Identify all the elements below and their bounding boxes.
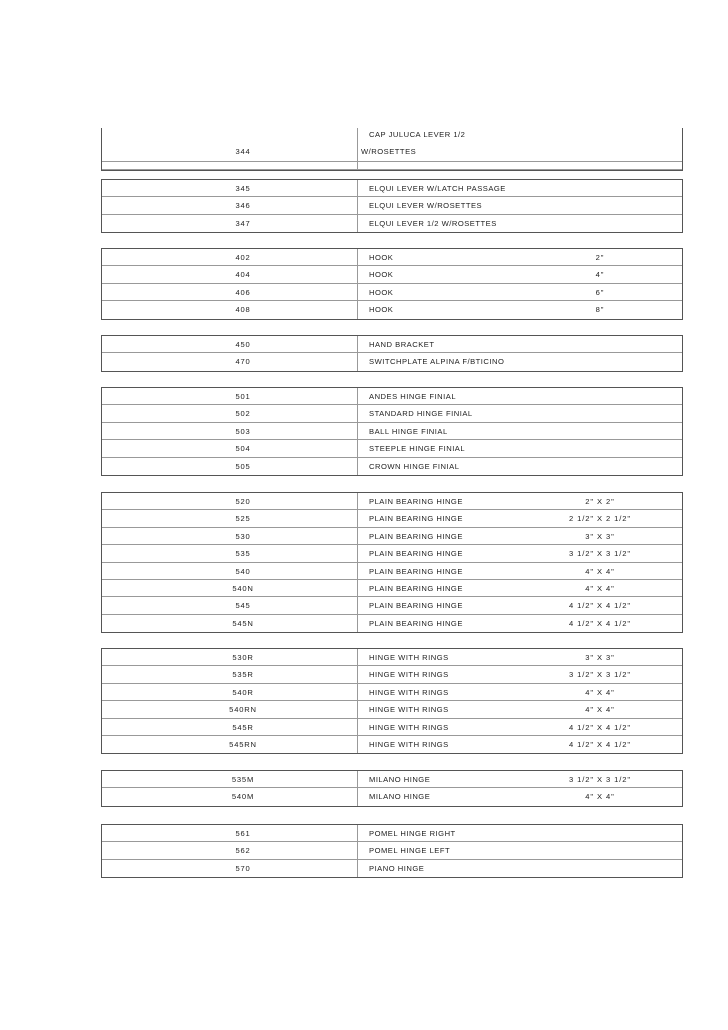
item-description: ELQUI LEVER W/LATCH PASSAGE bbox=[369, 184, 506, 193]
item-description: ELQUI LEVER W/ROSETTES bbox=[369, 201, 483, 211]
item-code: 406 bbox=[235, 287, 251, 297]
table-row bbox=[102, 336, 682, 353]
item-code: 535M bbox=[231, 775, 255, 784]
item-code: 545N bbox=[232, 618, 254, 628]
column-divider bbox=[357, 684, 358, 700]
item-size: 2" bbox=[595, 253, 605, 262]
table-row bbox=[102, 249, 682, 266]
item-description: HOOK bbox=[369, 305, 394, 315]
item-size: 4 1/2" X 4 1/2" bbox=[569, 739, 631, 749]
column-divider bbox=[357, 405, 358, 421]
column-divider bbox=[357, 666, 358, 682]
table-row bbox=[102, 701, 682, 718]
item-description: W/ROSETTES bbox=[361, 147, 417, 156]
table-row bbox=[102, 615, 682, 632]
item-size: 4" X 4" bbox=[585, 792, 615, 802]
column-divider bbox=[357, 719, 358, 735]
item-code: 562 bbox=[235, 846, 251, 856]
item-description: HOOK bbox=[369, 270, 394, 280]
catalog-group bbox=[101, 492, 683, 633]
table-row bbox=[102, 510, 682, 527]
table-row bbox=[102, 215, 682, 232]
item-size: 4" bbox=[595, 270, 605, 280]
row-spacer bbox=[102, 162, 682, 170]
column-divider bbox=[357, 649, 358, 665]
column-divider bbox=[357, 528, 358, 544]
item-size: 4 1/2" X 4 1/2" bbox=[569, 618, 631, 628]
item-size: 4" X 4" bbox=[585, 687, 615, 697]
item-description: SWITCHPLATE ALPINA F/BTICINO bbox=[369, 357, 505, 367]
item-code: 540 bbox=[235, 566, 251, 576]
item-code: 561 bbox=[235, 829, 251, 838]
item-size: 4" X 4" bbox=[585, 566, 615, 576]
item-description: PIANO HINGE bbox=[369, 863, 425, 873]
item-description: HINGE WITH RINGS bbox=[369, 670, 449, 680]
table-row bbox=[102, 458, 682, 475]
item-code: 346 bbox=[235, 201, 251, 211]
table-row bbox=[102, 180, 682, 197]
table-row bbox=[102, 666, 682, 683]
column-divider bbox=[357, 440, 358, 456]
item-code: 404 bbox=[235, 270, 251, 280]
item-code: 545 bbox=[235, 601, 251, 611]
item-description: CAP JULUCA LEVER 1/2 bbox=[369, 130, 466, 139]
column-divider bbox=[357, 336, 358, 352]
column-divider bbox=[357, 353, 358, 370]
item-description: PLAIN BEARING HINGE bbox=[369, 618, 463, 628]
column-divider bbox=[357, 162, 358, 169]
column-divider bbox=[357, 493, 358, 509]
item-code: 344 bbox=[235, 147, 251, 156]
table-row bbox=[102, 860, 682, 877]
table-row bbox=[102, 842, 682, 859]
item-description: PLAIN BEARING HINGE bbox=[369, 514, 463, 524]
table-row bbox=[102, 684, 682, 701]
catalog-group bbox=[101, 824, 683, 878]
item-description: HOOK bbox=[369, 287, 394, 297]
column-divider bbox=[357, 249, 358, 265]
item-description: HINGE WITH RINGS bbox=[369, 739, 449, 749]
item-description: MILANO HINGE bbox=[369, 792, 431, 802]
item-code: 540R bbox=[232, 687, 254, 697]
item-description: PLAIN BEARING HINGE bbox=[369, 566, 463, 576]
item-code: 530 bbox=[235, 531, 251, 541]
table-row bbox=[102, 563, 682, 580]
item-code: 504 bbox=[235, 444, 251, 454]
table-row bbox=[102, 597, 682, 614]
item-code: 535R bbox=[232, 670, 254, 680]
item-code: 470 bbox=[235, 357, 251, 367]
column-divider bbox=[357, 301, 358, 318]
table-row bbox=[102, 736, 682, 753]
item-code: 402 bbox=[235, 253, 251, 262]
column-divider bbox=[357, 736, 358, 753]
item-description: HINGE WITH RINGS bbox=[369, 705, 449, 715]
column-divider bbox=[357, 180, 358, 196]
table-row bbox=[102, 825, 682, 842]
column-divider bbox=[357, 510, 358, 526]
table-row bbox=[102, 440, 682, 457]
item-size: 4" X 4" bbox=[585, 705, 615, 715]
table-row bbox=[102, 719, 682, 736]
column-divider bbox=[357, 284, 358, 300]
item-description: MILANO HINGE bbox=[369, 775, 431, 784]
column-divider bbox=[357, 423, 358, 439]
item-description: STANDARD HINGE FINIAL bbox=[369, 409, 473, 419]
table-row bbox=[102, 423, 682, 440]
table-row bbox=[102, 284, 682, 301]
table-row bbox=[102, 353, 682, 370]
column-divider bbox=[357, 825, 358, 841]
column-divider bbox=[357, 771, 358, 787]
item-code: 530R bbox=[232, 653, 254, 662]
column-divider bbox=[357, 458, 358, 475]
item-code: 408 bbox=[235, 305, 251, 315]
item-code: 520 bbox=[235, 497, 251, 506]
item-description: CROWN HINGE FINIAL bbox=[369, 461, 460, 471]
item-description: PLAIN BEARING HINGE bbox=[369, 497, 463, 506]
column-divider bbox=[357, 197, 358, 213]
item-size: 4" X 4" bbox=[585, 583, 615, 593]
item-code: 450 bbox=[235, 340, 251, 349]
item-description: ELQUI LEVER 1/2 W/ROSETTES bbox=[369, 218, 497, 228]
item-description: ANDES HINGE FINIAL bbox=[369, 392, 457, 401]
column-divider bbox=[357, 842, 358, 858]
table-row bbox=[102, 301, 682, 318]
item-code: 347 bbox=[235, 218, 251, 228]
item-description: HINGE WITH RINGS bbox=[369, 687, 449, 697]
item-description: HINGE WITH RINGS bbox=[369, 653, 449, 662]
item-description: PLAIN BEARING HINGE bbox=[369, 531, 463, 541]
catalog-group bbox=[101, 179, 683, 233]
catalog-group bbox=[101, 648, 683, 754]
table-row bbox=[102, 405, 682, 422]
column-divider bbox=[357, 128, 358, 161]
item-description: PLAIN BEARING HINGE bbox=[369, 549, 463, 559]
item-size: 3" X 3" bbox=[585, 653, 615, 662]
catalog-group bbox=[101, 248, 683, 320]
table-row bbox=[102, 493, 682, 510]
catalog-group bbox=[101, 387, 683, 476]
item-description: BALL HINGE FINIAL bbox=[369, 426, 448, 436]
item-size: 8" bbox=[595, 305, 605, 315]
column-divider bbox=[357, 597, 358, 613]
table-row bbox=[102, 528, 682, 545]
item-description: POMEL HINGE LEFT bbox=[369, 846, 451, 856]
item-description: HOOK bbox=[369, 253, 394, 262]
item-description: PLAIN BEARING HINGE bbox=[369, 601, 463, 611]
item-code: 540N bbox=[232, 583, 254, 593]
item-code: 540M bbox=[231, 792, 255, 802]
item-code: 503 bbox=[235, 426, 251, 436]
item-description: POMEL HINGE RIGHT bbox=[369, 829, 456, 838]
item-size: 4 1/2" X 4 1/2" bbox=[569, 722, 631, 732]
column-divider bbox=[357, 266, 358, 282]
item-size: 3 1/2" X 3 1/2" bbox=[569, 549, 631, 559]
item-size: 3" X 3" bbox=[585, 531, 615, 541]
item-code: 501 bbox=[235, 392, 251, 401]
item-size: 2" X 2" bbox=[585, 497, 615, 506]
item-size: 4 1/2" X 4 1/2" bbox=[569, 601, 631, 611]
column-divider bbox=[357, 788, 358, 805]
catalog-group bbox=[101, 128, 683, 171]
item-code: 345 bbox=[235, 184, 251, 193]
catalog-group bbox=[101, 335, 683, 372]
column-divider bbox=[357, 615, 358, 632]
item-size: 3 1/2" X 3 1/2" bbox=[569, 670, 631, 680]
item-code: 525 bbox=[235, 514, 251, 524]
item-code: 545RN bbox=[229, 739, 257, 749]
table-row bbox=[102, 771, 682, 788]
column-divider bbox=[357, 701, 358, 717]
item-code: 540RN bbox=[229, 705, 257, 715]
column-divider bbox=[357, 215, 358, 232]
column-divider bbox=[357, 580, 358, 596]
column-divider bbox=[357, 563, 358, 579]
item-code: 535 bbox=[235, 549, 251, 559]
item-code: 545R bbox=[232, 722, 254, 732]
item-description: PLAIN BEARING HINGE bbox=[369, 583, 463, 593]
item-code: 570 bbox=[235, 863, 251, 873]
table-row bbox=[102, 649, 682, 666]
item-description: HINGE WITH RINGS bbox=[369, 722, 449, 732]
table-row bbox=[102, 388, 682, 405]
table-row bbox=[102, 197, 682, 214]
table-row bbox=[102, 788, 682, 805]
table-row bbox=[102, 266, 682, 283]
table-row bbox=[102, 128, 682, 162]
catalog-group bbox=[101, 770, 683, 807]
item-code: 502 bbox=[235, 409, 251, 419]
column-divider bbox=[357, 388, 358, 404]
column-divider bbox=[357, 860, 358, 877]
table-row bbox=[102, 580, 682, 597]
item-description: STEEPLE HINGE FINIAL bbox=[369, 444, 466, 454]
item-size: 3 1/2" X 3 1/2" bbox=[569, 775, 631, 784]
item-size: 2 1/2" X 2 1/2" bbox=[569, 514, 631, 524]
table-row bbox=[102, 545, 682, 562]
item-size: 6" bbox=[595, 287, 605, 297]
item-description: HAND BRACKET bbox=[369, 340, 435, 349]
column-divider bbox=[357, 545, 358, 561]
item-code: 505 bbox=[235, 461, 251, 471]
